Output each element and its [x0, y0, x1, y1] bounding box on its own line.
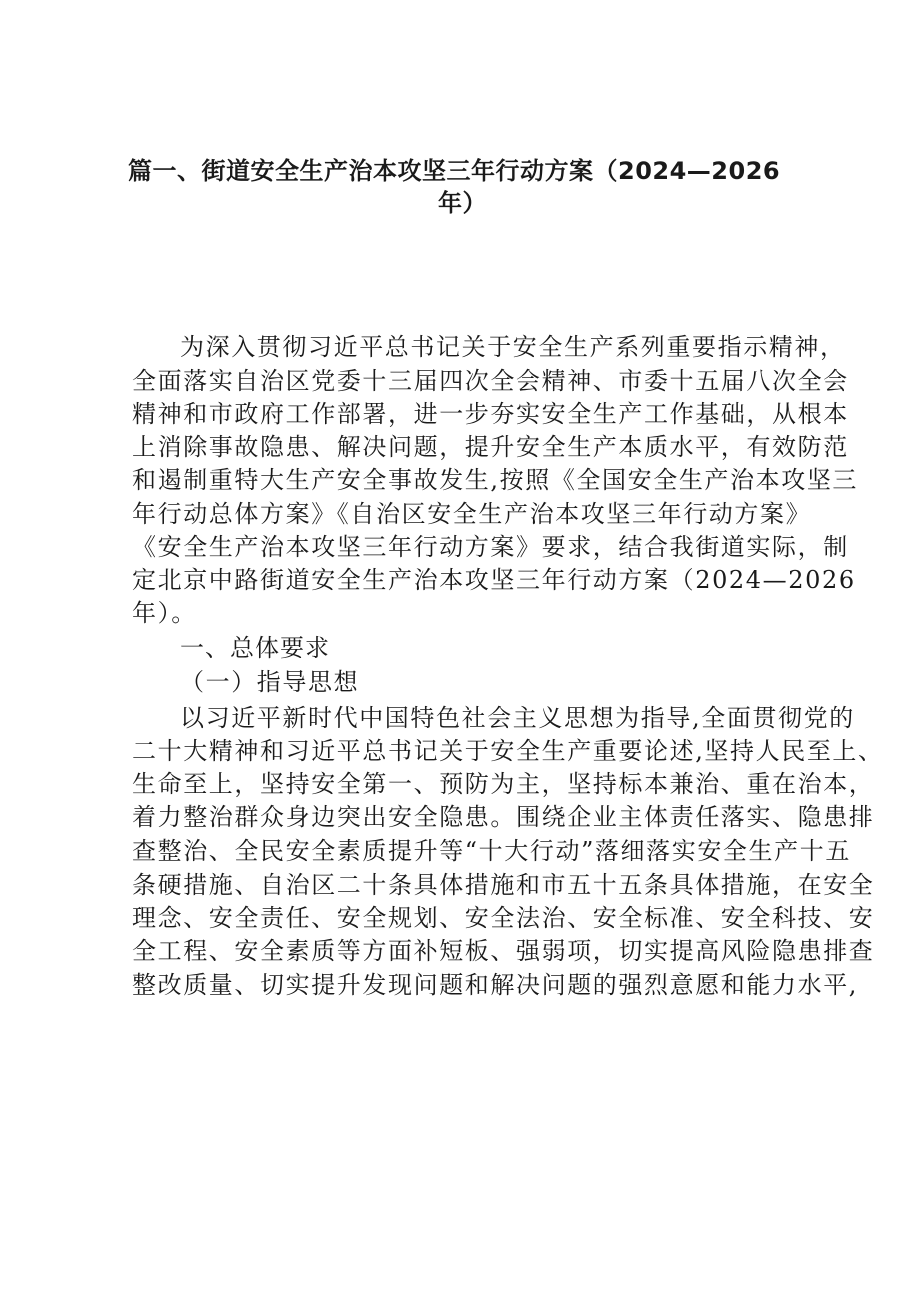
document-title-line-1: 篇一、街道安全生产治本攻坚三年行动方案（2024—2026	[128, 157, 781, 185]
paragraph-line: 精神和市政府工作部署，进一步夯实安全生产工作基础，从根本	[132, 400, 849, 428]
paragraph-line: 整改质量、切实提升发现问题和解决问题的强烈意愿和能力水平,	[132, 971, 859, 999]
paragraph-line: 全面落实自治区党委十三届四次全会精神、市委十五届八次全会	[132, 367, 849, 395]
paragraph-line: 查整治、全民安全素质提升等“十大行动”落细落实安全生产十五	[132, 837, 851, 865]
paragraph-line: 定北京中路街道安全生产治本攻坚三年行动方案（2024—2026	[132, 566, 856, 594]
document-title-line-2: 年）	[438, 189, 487, 217]
paragraph-line: 全工程、安全素质等方面补短板、强弱项，切实提高风险隐患排查	[132, 937, 875, 965]
subsection-heading: （一）指导思想	[180, 668, 360, 696]
paragraph-line: 为深入贯彻习近平总书记关于安全生产系列重要指示精神，	[180, 333, 846, 361]
paragraph-line: 生命至上，坚持安全第一、预防为主，坚持标本兼治、重在治本，	[132, 770, 875, 798]
paragraph-line: 二十大精神和习近平总书记关于安全生产重要论述,坚持人民至上、	[132, 737, 884, 765]
paragraph-line: 年行动总体方案》《自治区安全生产治本攻坚三年行动方案》	[132, 500, 812, 528]
paragraph-line: 和遏制重特大生产安全事故发生,按照《全国安全生产治本攻坚三	[132, 466, 859, 494]
paragraph-line: 条硬措施、自治区二十条具体措施和市五十五条具体措施，在安全	[132, 871, 875, 899]
section-heading: 一、总体要求	[180, 634, 330, 662]
paragraph-line: 年）。	[132, 599, 197, 627]
paragraph-line: 上消除事故隐患、解决问题，提升安全生产本质水平，有效防范	[132, 433, 849, 461]
paragraph-line: 理念、安全责任、安全规划、安全法治、安全标准、安全科技、安	[132, 904, 875, 932]
paragraph-line: 以习近平新时代中国特色社会主义思想为指导,全面贯彻党的	[180, 704, 855, 732]
paragraph-line: 《安全生产治本攻坚三年行动方案》要求，结合我街道实际，制	[132, 533, 849, 561]
paragraph-line: 着力整治群众身边突出安全隐患。围绕企业主体责任落实、隐患排	[132, 803, 875, 831]
